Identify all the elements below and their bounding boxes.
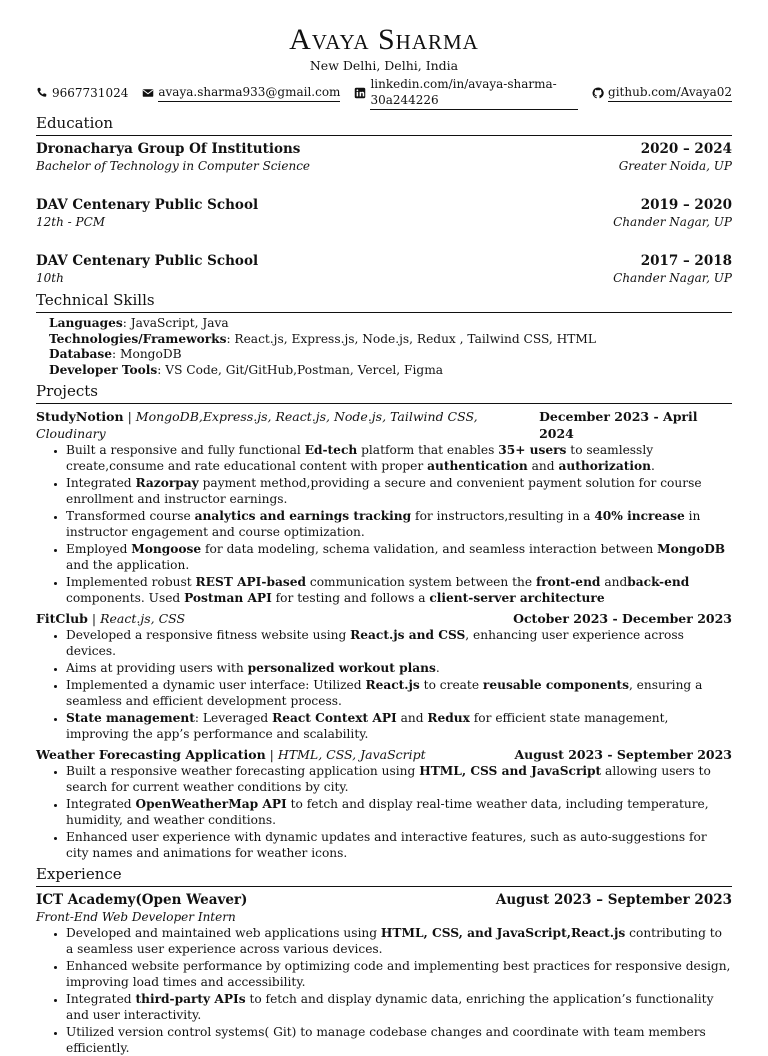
experience-dates: August 2023 – September 2023 [495,892,732,908]
project-name: StudyNotion [36,409,124,424]
project-bullets [36,763,732,861]
bullet-text: REST API-based [195,575,306,589]
bullet-text: Developed and maintained web applications using [66,926,381,940]
education-row-main [36,140,732,158]
bullet-text: React.js [365,678,420,692]
project-title-group [36,610,185,627]
experience-heading: Experience [36,865,732,887]
skill-line [49,363,732,379]
spacer [36,179,732,196]
project-name: FitClub [36,611,88,626]
bullet-text: , ensuring a seamless and efficient development process. [66,678,703,708]
bullet-text: back-end [627,575,690,589]
skill-line [49,316,732,332]
contact-item[interactable] [592,76,732,110]
bullet-point [66,925,732,957]
bullet-point [66,574,732,606]
skill-line [49,347,732,363]
bullet-text: for data modeling, schema validation, and seamless interaction between [201,542,658,556]
bullet-text: Redux [427,711,470,725]
bullet-text: in instructor engagement and course optimization. [66,509,701,539]
education-row-sub [36,214,732,231]
contact-text[interactable]: github.com/Avaya02 [608,84,732,102]
bullet-text: Implemented robust [66,575,196,589]
project-bullets [36,442,732,606]
bullet-text: to seamlessly create,consume and rate educational content with proper [66,443,654,473]
education-heading: Education [36,114,732,136]
skill-value: : JavaScript, Java [122,316,229,330]
bullet-point [66,627,732,659]
project-title-group [36,746,426,763]
bullet-text: to fetch and display dynamic data, enriching the application’s functionality and user interactivity. [66,992,714,1022]
skill-line [49,332,732,348]
skill-value: : MongoDB [112,347,182,361]
bullet-text: React Context API [272,711,397,725]
bullet-text: analytics and earnings tracking [194,509,412,523]
bullet-text: Mongoose [131,542,202,556]
bullet-point [66,475,732,507]
project-name: Weather Forecasting Application [36,747,266,762]
bullet-text: MongoDB [657,542,726,556]
education-entry [36,140,732,175]
contact-bar [36,76,732,110]
contact-text[interactable]: avaya.sharma933@gmail.com [158,84,340,102]
education-years: 2017 – 2018 [640,253,732,269]
bullet-text: : Leveraged [194,711,273,725]
contact-item[interactable] [36,76,128,110]
project-separator: | [265,747,278,762]
bullet-text: Transformed course [66,509,195,523]
education-location: Chander Nagar, UP [613,215,732,229]
bullet-point [66,442,732,474]
bullet-text: Built a responsive and fully functional [66,443,305,457]
project-separator: | [123,409,136,424]
school-name: Dronacharya Group Of Institutions [36,141,301,157]
bullet-text: Integrated [66,992,136,1006]
project-header [36,610,732,627]
degree: 10th [36,271,64,285]
bullet-text: components. Used [66,591,185,605]
project-dates: August 2023 - September 2023 [514,747,732,762]
education-years: 2019 – 2020 [640,197,732,213]
projects-list [36,408,732,861]
bullet-text: for efficient state management, improving the app’s performance and scalability. [66,711,669,741]
education-location: Chander Nagar, UP [613,271,732,285]
bullet-text: 35+ users [498,443,567,457]
project-dates: October 2023 - December 2023 [513,611,732,626]
bullet-text: client-server architecture [429,591,605,605]
contact-text[interactable]: linkedin.com/in/avaya-sharma-30a244226 [370,76,578,110]
skills-heading: Technical Skills [36,291,732,313]
skill-value: : VS Code, Git/GitHub,Postman, Vercel, Figma [157,362,444,377]
bullet-text: Implemented a dynamic user interface: Utilized [66,678,366,692]
bullet-point [66,508,732,540]
project-dates: December 2023 - April 2024 [539,409,698,441]
skill-label: Languages [49,316,123,330]
education-list [36,140,732,287]
bullet-text: Integrated [66,476,136,490]
bullet-text: Employed [66,542,132,556]
bullet-text: to create [419,678,483,692]
contact-item[interactable] [354,76,578,110]
education-row-sub [36,270,732,287]
bullet-text: HTML, CSS and JavaScript [419,764,602,778]
bullet-text: Razorpay [135,476,199,490]
bullet-text: authorization [558,459,651,473]
bullet-text: . [435,661,440,675]
education-row-main [36,196,732,214]
bullet-point [66,763,732,795]
bullet-point [66,829,732,861]
bullet-text: and [396,711,428,725]
phone-icon [36,87,48,99]
education-entry [36,235,732,287]
bullet-text: Aims at providing users with [66,661,248,675]
bullet-text: Integrated [66,797,136,811]
bullet-text: authentication [427,459,528,473]
skill-label: Technologies/Frameworks [49,331,227,346]
bullet-point [66,710,732,742]
school-name: DAV Centenary Public School [36,197,259,213]
skill-label: Developer Tools [49,362,158,377]
contact-item[interactable] [142,76,340,110]
bullet-text: Built a responsive weather forecasting application using [66,764,420,778]
skill-label: Database [49,347,113,361]
project-title-group [36,408,539,442]
project-separator: | [87,611,101,626]
experience-header [36,891,732,909]
project-tech: HTML, CSS, JavaScript [277,747,426,762]
bullet-text: platform that enables [357,443,499,457]
project-entry [36,610,732,742]
experience-list [36,891,732,1056]
project-entry [36,746,732,861]
bullet-text: front-end [535,575,601,589]
project-bullets [36,627,732,742]
education-entry [36,179,732,231]
project-tech: React.js, CSS [100,611,186,626]
bullet-text: personalized workout plans [247,661,436,675]
bullet-text: OpenWeatherMap API [135,797,287,811]
bullet-text: for testing and follows a [271,591,430,605]
spacer [36,235,732,252]
bullet-text: and [527,459,559,473]
company-name: ICT Academy(Open Weaver) [36,892,248,908]
projects-heading: Projects [36,382,732,404]
bullet-text: and the application. [66,558,190,572]
degree: 12th - PCM [36,215,106,229]
bullet-text: State management [66,711,195,725]
project-header [36,746,732,763]
bullet-text: Enhanced user experience with dynamic updates and interactive features, such as auto-suggestions for city names and animations for weather icons. [66,830,707,860]
bullet-text: . [650,459,655,473]
bullet-point [66,677,732,709]
project-header [36,408,732,442]
candidate-name: Avaya Sharma [289,23,479,56]
bullet-point [66,1024,732,1056]
degree: Bachelor of Technology in Computer Science [36,159,311,173]
bullet-text: reusable components [482,678,629,692]
bullet-text: Ed-tech [304,443,358,457]
github-icon [592,87,604,99]
project-tech: MongoDB,Express.js, React.js, Node.js, Tailwind CSS, Cloudinary [36,409,478,441]
bullet-text: Developed a responsive fitness website using [66,628,351,642]
bullet-text: HTML, CSS, and JavaScript,React.js [380,926,626,940]
bullet-text: payment method,providing a secure and convenient payment solution for course enrollment and instructor earnings. [66,476,702,506]
bullet-text: Enhanced website performance by optimizing code and implementing best practices for responsive design, improving load times and accessibility. [66,959,731,989]
skill-value: : React.js, Express.js, Node.js, Redux , Tailwind CSS, HTML [226,331,596,346]
bullet-point [66,991,732,1023]
bullet-text: and [600,575,628,589]
bullet-point [66,660,732,676]
job-role: Front-End Web Developer Intern [36,910,236,924]
education-location: Greater Noida, UP [618,159,732,173]
bullet-text: 40% increase [594,509,685,523]
envelope-icon [142,87,154,99]
bullet-text: Utilized version control systems( Git) to manage codebase changes and coordinate with team members efficiently. [66,1025,706,1055]
education-years: 2020 – 2024 [640,141,732,157]
bullet-text: , enhancing user experience across devices. [66,628,684,658]
candidate-location: New Delhi, Delhi, India [309,58,459,73]
bullet-text: Postman API [184,591,272,605]
skills-list [36,316,732,378]
experience-entry [36,891,732,1056]
bullet-text: allowing users to search for current weather conditions by city. [66,764,711,794]
bullet-text: React.js and CSS [350,628,466,642]
bullet-point [66,958,732,990]
bullet-text: for instructors,resulting in a [411,509,595,523]
project-entry [36,408,732,606]
school-name: DAV Centenary Public School [36,253,259,269]
experience-bullets [36,925,732,1056]
bullet-point [66,541,732,573]
bullet-point [66,796,732,828]
linkedin-icon [354,87,366,99]
bullet-text: contributing to a seamless user experience across various devices. [66,926,723,956]
bullet-text: to fetch and display real-time weather data, including temperature, humidity, and weather conditions. [66,797,709,827]
contact-text: 9667731024 [52,86,129,100]
education-row-sub [36,158,732,175]
bullet-text: third-party APIs [135,992,246,1006]
bullet-text: communication system between the [306,575,536,589]
education-row-main [36,252,732,270]
